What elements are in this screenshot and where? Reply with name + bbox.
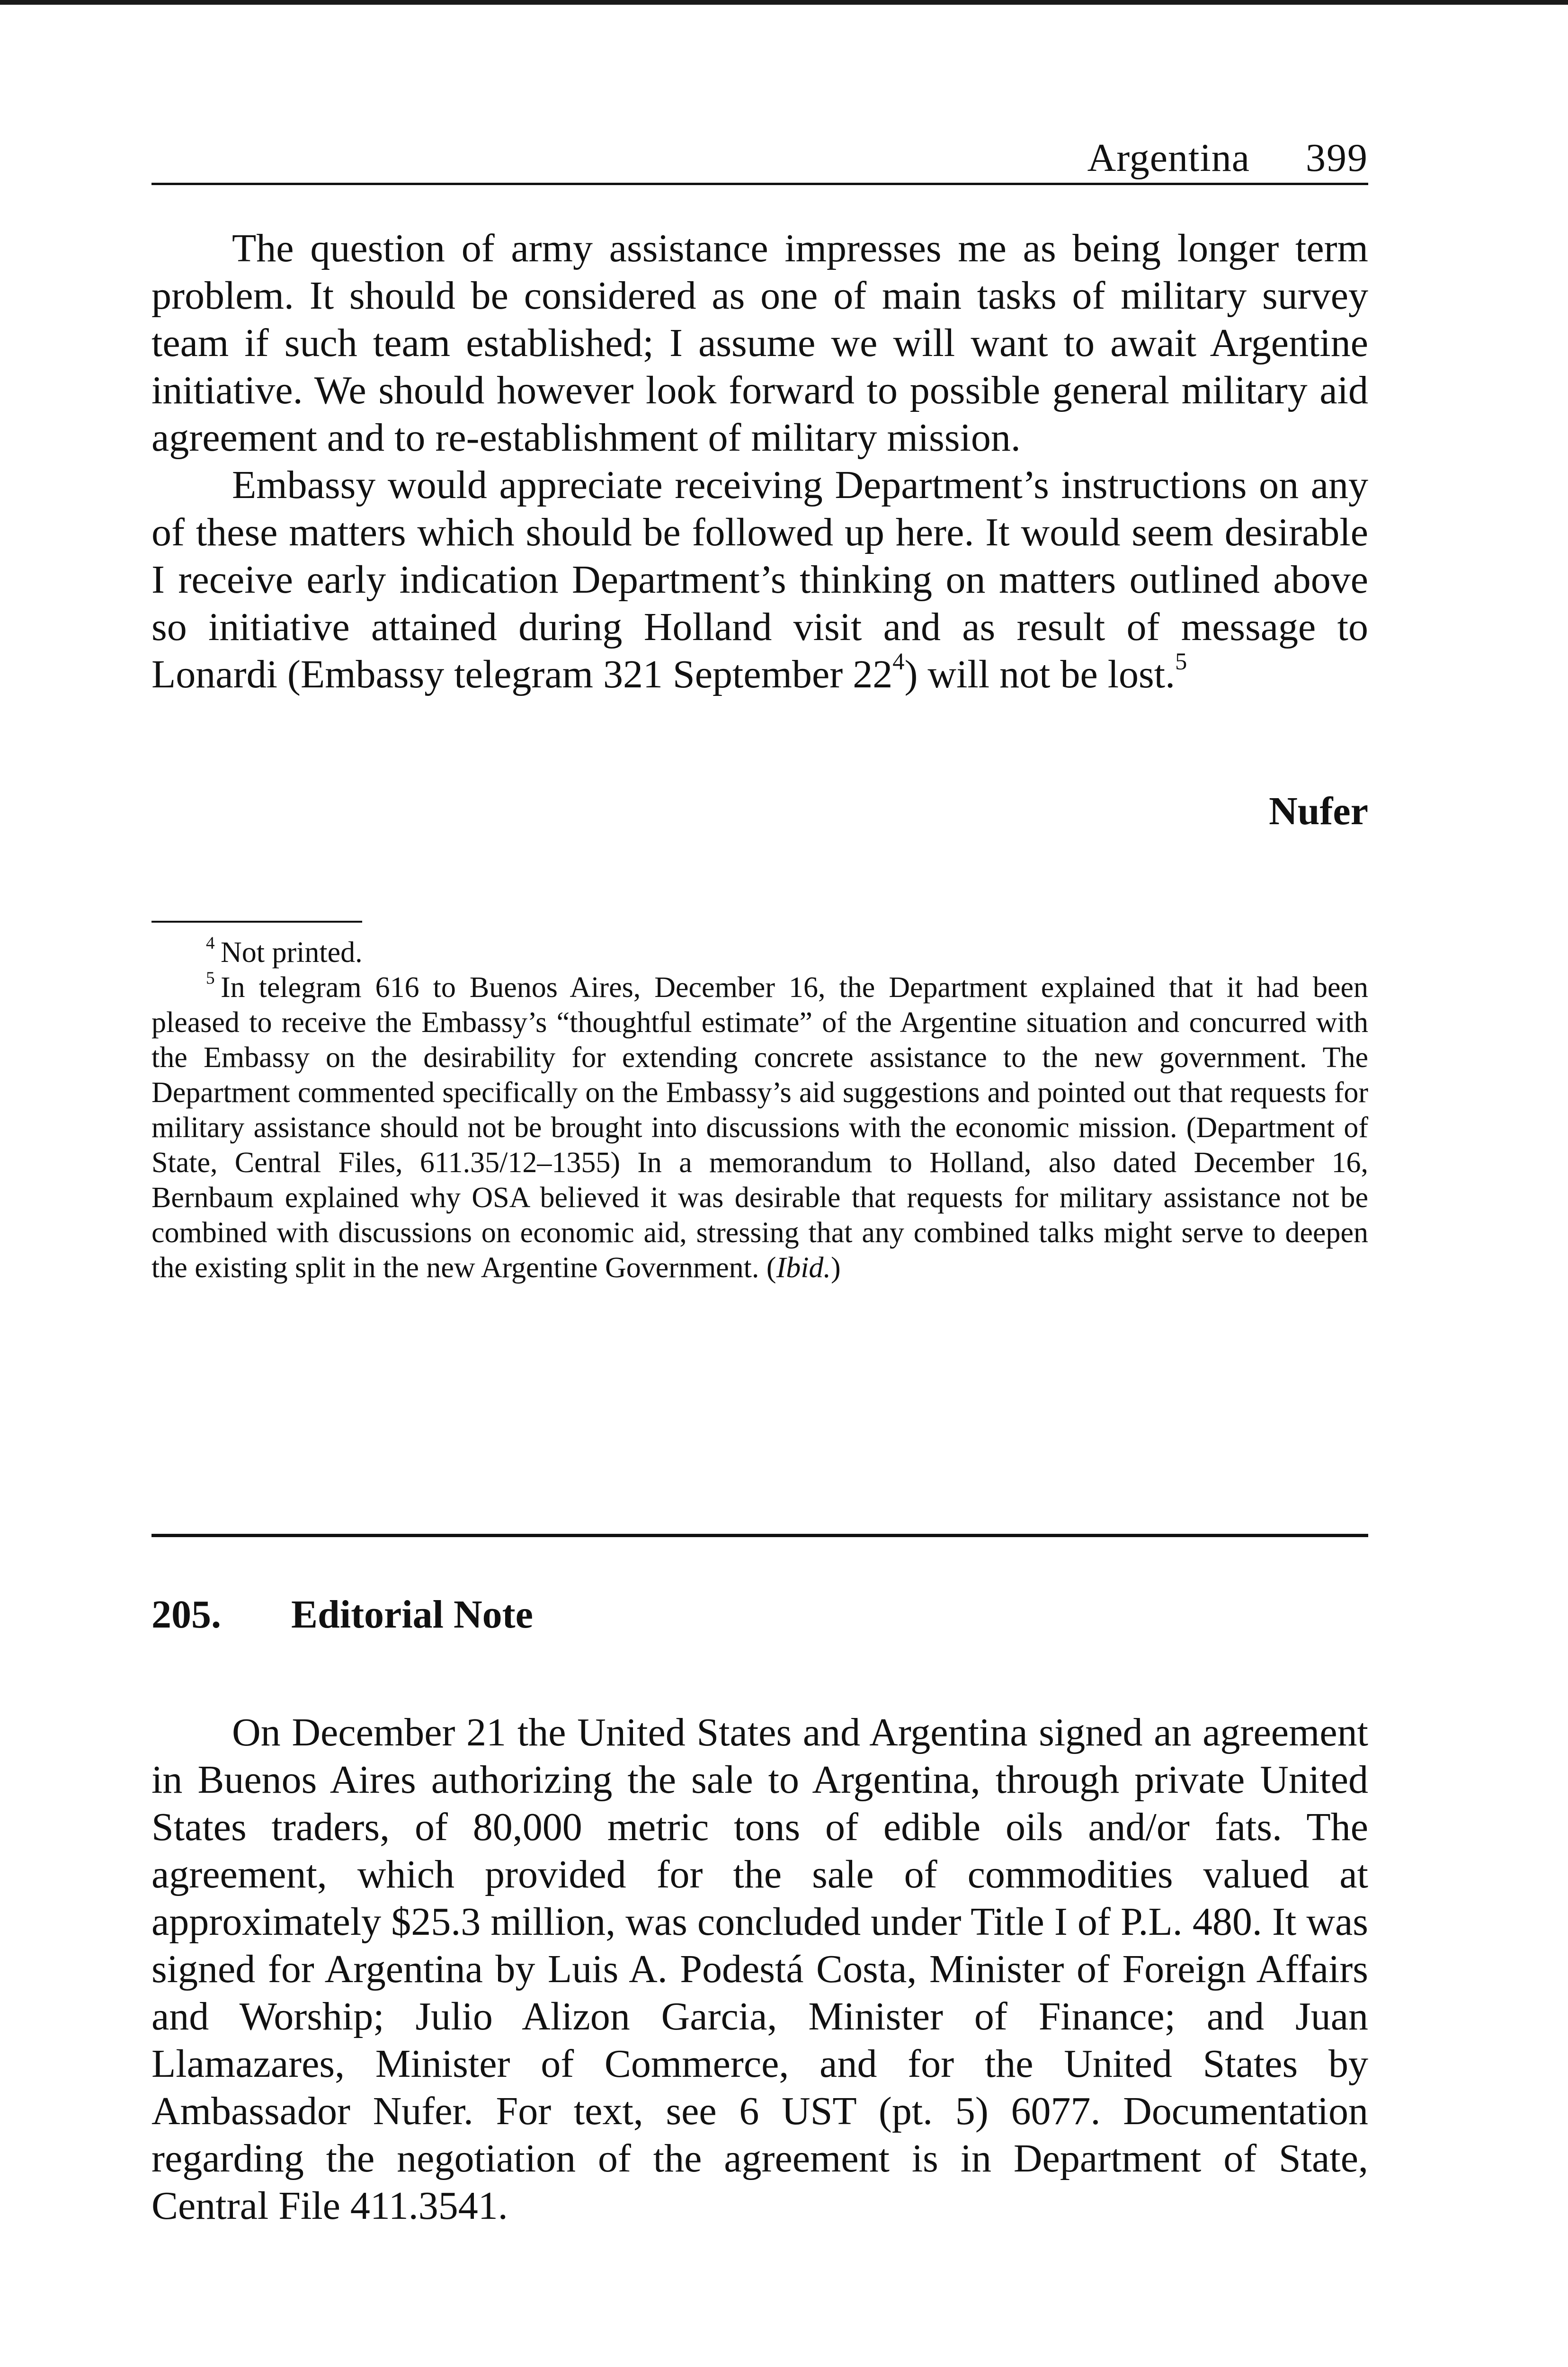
section-heading xyxy=(151,1592,1368,1637)
running-head-title: Argentina xyxy=(1087,136,1250,180)
running-head xyxy=(151,137,1368,185)
section-title: Editorial Note xyxy=(291,1593,533,1637)
footnote-ref-5: 5 xyxy=(1175,648,1187,675)
footnote-5 xyxy=(151,970,1368,1285)
footnote-marker: 4 xyxy=(206,934,215,953)
footnote-marker: 5 xyxy=(206,969,215,988)
footnote-ibid: Ibid. xyxy=(776,1252,831,1284)
signature: Nufer xyxy=(1269,789,1368,833)
paragraph-2-text: Embassy would appreciate receiving Department’s instructions on any of these matters which should be followed up here. It would seem desirable I receive early indication Department’s thinking on matters outlined above so initiative attained during Holland visit and as result of message to Lonardi (Embassy telegram 321 September 22 xyxy=(151,463,1368,696)
editorial-note-text xyxy=(151,1709,1368,2230)
footnote-ref-4: 4 xyxy=(892,648,905,675)
section-number: 205. xyxy=(151,1593,221,1637)
footnote-tail: ) xyxy=(830,1252,841,1284)
continuation-text xyxy=(151,225,1368,698)
footnote-4 xyxy=(151,935,1368,970)
footnote-text: In telegram 616 to Buenos Aires, December 16, the Department explained that it had been pleased to receive the Embassy’s “thoughtful estimate” of the Argentine situation and concurred with the Embassy on the desirability for extending concrete assistance to the new government. The Department commented specifically on the Embassy’s aid suggestions and pointed out that requests for military assistance should not be brought into discussions with the economic mission. (Department of State, Central Files, 611.35/12–1355) In a memorandum to Holland, also dated December 16, Bernbaum explained why OSA believed it was desirable that requests for military assistance not be combined with discussions on economic aid, stressing that any combined talks might serve to deepen the existing split in the new Argentine Government. ( xyxy=(151,971,1368,1284)
paragraph-2-tail: ) will not be lost. xyxy=(904,652,1176,696)
editorial-note-paragraph: On December 21 the United States and Argentina signed an agreement in Buenos Aires authorizing the sale to Argentina, through private United States traders, of 80,000 metric tons of edible oils and/or fats. The agreement, which provided for the sale of commodities valued at approximately $25.3 million, was concluded under Title I of P.L. 480. It was signed for Argentina by Luis A. Podestá Costa, Minister of Foreign Affairs and Worship; Julio Alizon Garcia, Minister of Finance; and Juan Llamazares, Minister of Commerce, and for the United States by Ambassador Nufer. For text, see 6 UST (pt. 5) 6077. Documentation regarding the negotiation of the agreement is in Department of State, Central File 411.3541. xyxy=(151,1710,1368,2228)
footnotes xyxy=(151,935,1368,1285)
continuation-paragraph-2 xyxy=(151,462,1368,698)
continuation-paragraph-1: The question of army assistance impresses me as being longer term problem. It should be considered as one of main tasks of military survey team if such team established; I assume we will want to await Argentine initiative. We should however look forward to possible general military aid agreement and to re-establishment of military mission. xyxy=(151,226,1368,460)
footnote-rule xyxy=(151,921,362,923)
section-rule xyxy=(151,1534,1368,1537)
page-number: 399 xyxy=(1306,136,1368,180)
footnote-text: Not printed. xyxy=(221,936,363,969)
page-top-edge xyxy=(0,0,1568,5)
